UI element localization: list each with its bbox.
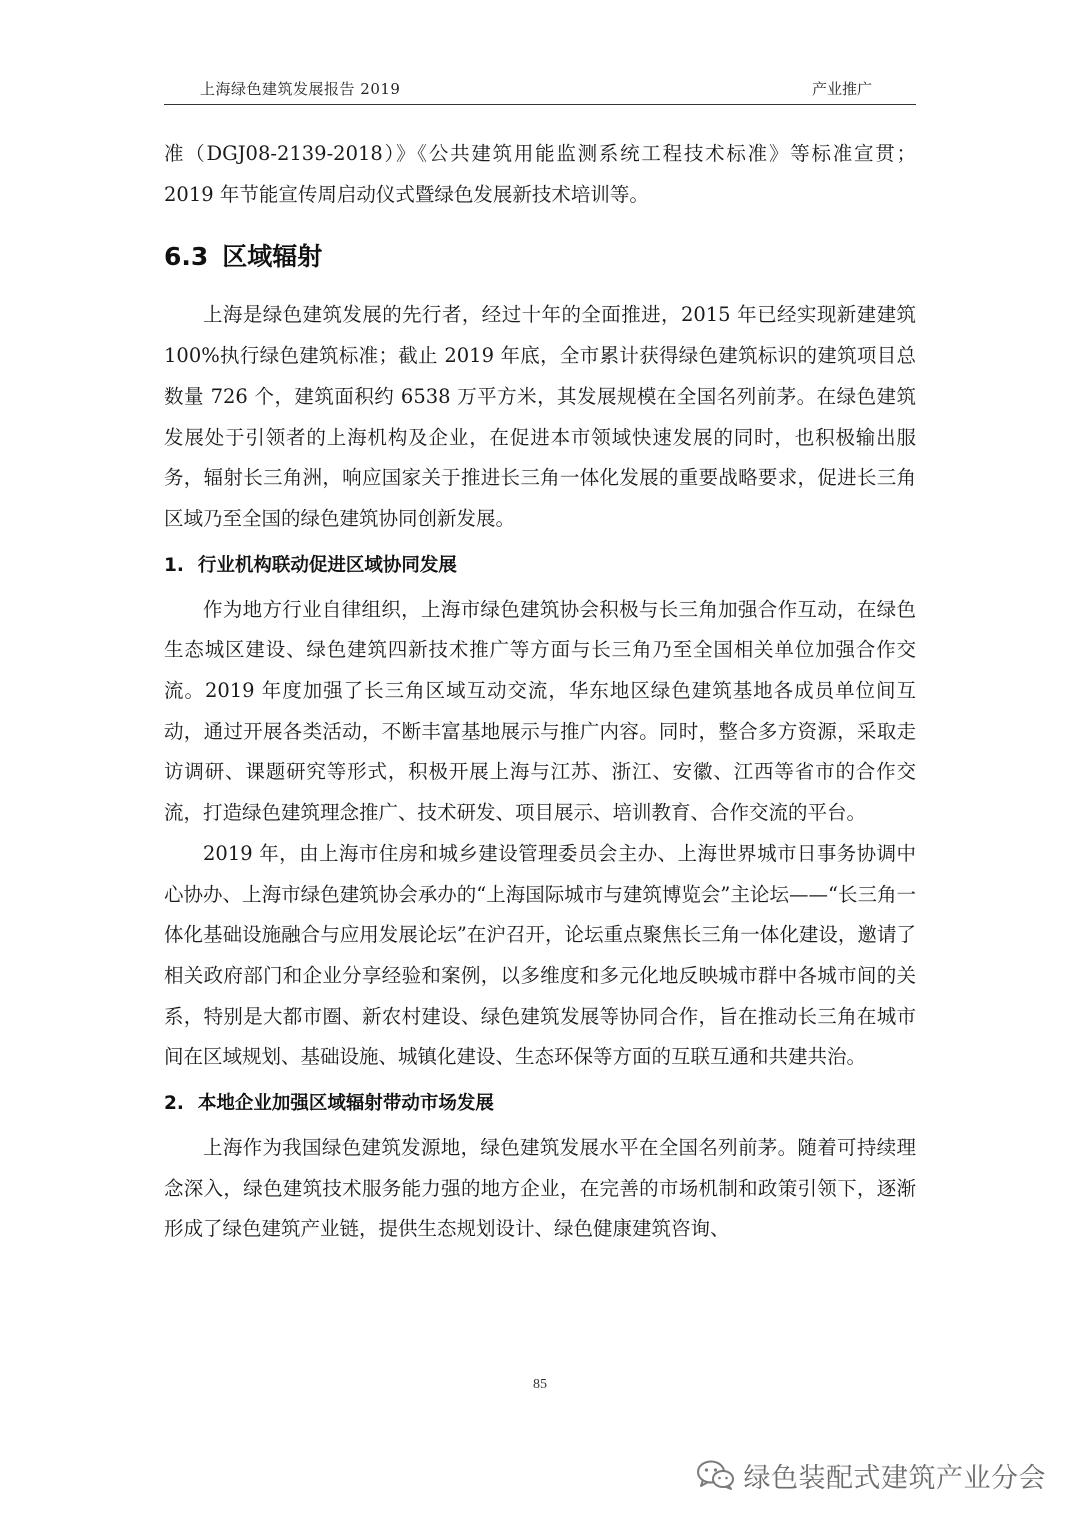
subsection-heading-1	[164, 546, 916, 586]
subsection-number-2: 2.	[164, 1093, 184, 1115]
chapter-name: 产业推广	[811, 80, 872, 98]
continued-paragraph: 准（DGJ08-2139-2018）》《公共建筑用能监测系统工程技术标准》等标准宣贯；2019 年节能宣传周启动仪式暨绿色发展新技术培训等。	[164, 142, 916, 206]
watermark-text: 绿色装配式建筑产业分会	[743, 1462, 1046, 1494]
subsection-1-paragraph-2: 2019 年，由上海市住房和城乡建设管理委员会主办、上海世界城市日事务协调中心协办、上海市绿色建筑协会承办的“上海国际城市与建筑博览会”主论坛——“长三角一体化基础设施融合与应用发展论坛”在沪召开，论坛重点聚焦长三角一体化建设，邀请了相关政府部门和企业分享经验和案例，以多维度和多元化地反映城市群中各城市间的关系，特别是大都市圈、新农村建设、绿色建筑发展等协同合作，旨在推动长三角在城市间在区域规划、基础设施、城镇化建设、生态环保等方面的互联互通和共建共治。	[164, 841, 916, 1069]
subsection-title-2: 本地企业加强区域辐射带动市场发展	[197, 1093, 494, 1115]
watermark	[696, 1455, 1047, 1495]
subsection-heading-2	[164, 1084, 916, 1124]
page-header	[164, 74, 916, 105]
document-body	[164, 134, 916, 1250]
page-number: 85	[533, 1377, 547, 1392]
subsection-1-paragraph-1: 作为地方行业自律组织，上海市绿色建筑协会积极与长三角加强合作互动，在绿色生态城区建设、绿色建筑四新技术推广等方面与长三角乃至全国相关单位加强合作交流。2019 年度加强了长三角区域互动交流，华东地区绿色建筑基地各成员单位间互动，通过开展各类活动，不断丰富基地展示与推广内容。同时，整合多方资源，采取走访调研、课题研究等形式，积极开展上海与江苏、浙江、安徽、江西等省市的合作交流，打造绿色建筑理念推广、技术研发、项目展示、培训教育、合作交流的平台。	[164, 597, 916, 825]
subsection-number-1: 1.	[164, 554, 184, 576]
section-heading	[164, 237, 916, 277]
section-title: 区域辐射	[222, 242, 323, 272]
wechat-icon	[696, 1459, 736, 1491]
section-paragraph: 上海是绿色建筑发展的先行者，经过十年的全面推进，2015 年已经实现新建建筑 100%执行绿色建筑标准；截止 2019 年底，全市累计获得绿色建筑标识的建筑项目总数量 726 个，建筑面积约 6538 万平方米，其发展规模在全国名列前茅。在绿色建筑发展处于引领者的上海机构及企业，在促进本市领域快速发展的同时，也积极输出服务，辐射长三角洲，响应国家关于推进长三角一体化发展的重要战略要求，促进长三角区域乃至全国的绿色建筑协同创新发展。	[164, 303, 916, 530]
subsection-title-1: 行业机构联动促进区域协同发展	[197, 554, 457, 576]
report-title: 上海绿色建筑发展报告 2019	[200, 80, 401, 98]
section-number: 6.3	[164, 242, 209, 272]
subsection-2-paragraph-1: 上海作为我国绿色建筑发源地，绿色建筑发展水平在全国名列前茅。随着可持续理念深入，绿色建筑技术服务能力强的地方企业，在完善的市场机制和政策引领下，逐渐形成了绿色建筑产业链，提供生态规划设计、绿色健康建筑咨询、	[164, 1136, 916, 1241]
